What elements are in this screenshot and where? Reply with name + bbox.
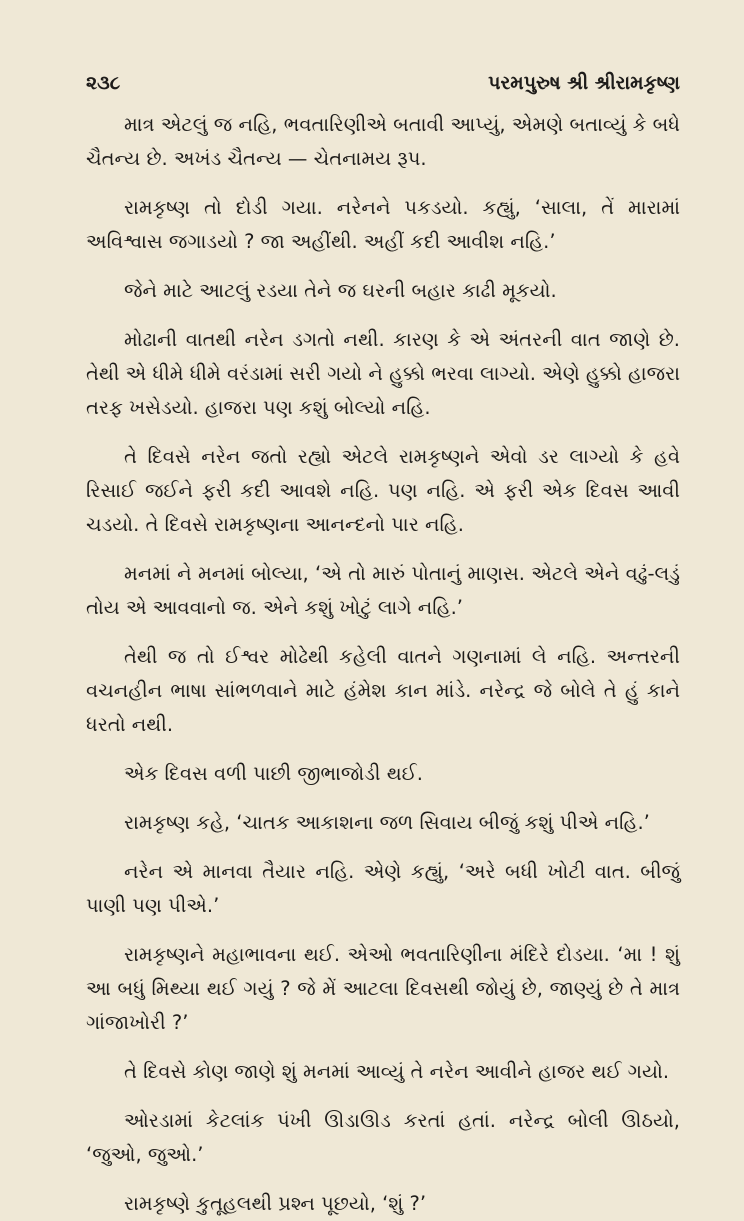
paragraph: રામકૃષ્ણે કુતૂહલથી પ્રશ્ન પૂછયો, ‘શું ?’ — [124, 1192, 427, 1215]
running-title: પરમપુરુષ શ્રી શ્રીરામકૃષ્ણ — [488, 72, 680, 94]
page-header — [86, 72, 680, 94]
paragraph: નરેન એ માનવા તૈયાર નહિ. એણે કહ્યું, ‘અરે બધી ખોટી વાત. બીજું પાણી પણ પીએ.’ — [86, 860, 680, 917]
paragraph: મોઢાની વાતથી નરેન ડગતો નથી. કારણ કે એ અંતરની વાત જાણે છે. તેથી એ ધીમે ધીમે વરંડામાં સરી ગયો ને હુક્કો ભરવા લાગ્યો. એણે હુક્કો હાજરા તરફ ખસેડયો. હાજરા પણ કશું બોલ્યો નહિ. — [86, 328, 680, 419]
paragraph: મનમાં ને મનમાં બોલ્યા, ‘એ તો મારું પોતાનું માણસ. એટલે એને વઢું-લડું તોય એ આવવાનો જ. એને કશું ખોટું લાગે નહિ.’ — [86, 562, 680, 619]
paragraph: માત્ર એટલું જ નહિ, ભવતારિણીએ બતાવી આપ્યું, એમણે બતાવ્યું કે બધે ચૈતન્ય છે. અખંડ ચૈતન્ય — ચેતનામય રૂપ. — [86, 113, 680, 170]
paragraph: જેને માટે આટલું રડયા તેને જ ઘરની બહાર કાઢી મૂકયો. — [124, 279, 557, 302]
paragraph: એક દિવસ વળી પાછી જીભાજોડી થઈ. — [124, 762, 423, 785]
paragraph: રામકૃષ્ણને મહાભાવના થઈ. એઓ ભવતારિણીના મંદિરે દોડયા. ‘મા ! શું આ બધું મિથ્યા થઈ ગયું ? જે મેં આટલા દિવસથી જોયું છે, જાણ્યું છે તે માત્ર ગાંજાખોરી ?’ — [86, 943, 680, 1034]
paragraph: તે દિવસે નરેન જતો રહ્યો એટલે રામકૃષ્ણને એવો ડર લાગ્યો કે હવે રિસાઈ જઈને ફરી કદી આવશે નહિ. પણ નહિ. એ ફરી એક દિવસ આવી ચડયો. તે દિવસે રામકૃષ્ણના આનન્દનો પાર નહિ. — [86, 445, 680, 536]
paragraph: રામકૃષ્ણ તો દોડી ગયા. નરેનને પકડયો. કહ્યું, ‘સાલા, તેં મારામાં અવિશ્વાસ જગાડયો ? જા અહીંથી. અહીં કદી આવીશ નહિ.’ — [86, 196, 680, 253]
paragraph: તે દિવસે કોણ જાણે શું મનમાં આવ્યું તે નરેન આવીને હાજર થઈ ગયો. — [124, 1060, 670, 1083]
page-number: ૨૩૮ — [86, 72, 121, 94]
paragraph: તેથી જ તો ઈશ્વર મોઢેથી કહેલી વાતને ગણનામાં લે નહિ. અન્તરની વચનહીન ભાષા સાંભળવાને માટે હંમેશ કાન માંડે. નરેન્દ્ર જે બોલે તે હું કાને ધરતો નથી. — [86, 645, 680, 736]
paragraph: રામકૃષ્ણ કહે, ‘ચાતક આકાશના જળ સિવાય બીજું કશું પીએ નહિ.’ — [124, 811, 650, 834]
paragraph: ઓરડામાં કેટલાંક પંખી ઊડાઊડ કરતાં હતાં. નરેન્દ્ર બોલી ઊઠયો, ‘જુઓ, જુઓ.’ — [86, 1109, 680, 1166]
page-body — [86, 108, 680, 1221]
